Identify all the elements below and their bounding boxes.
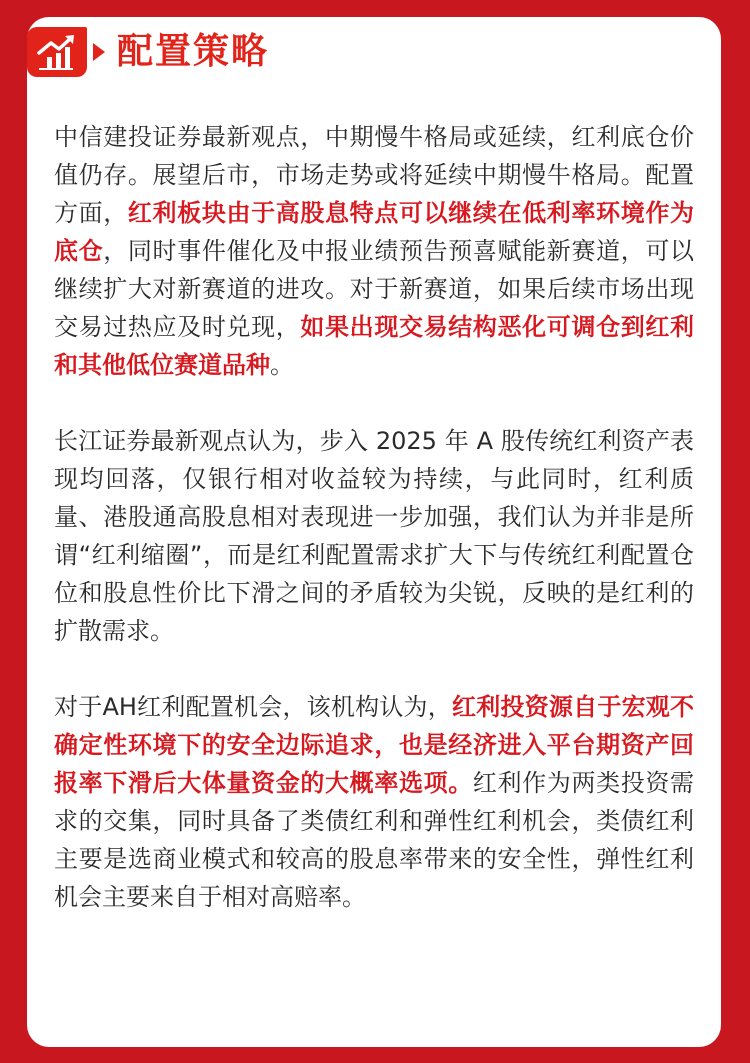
growth-chart-icon — [35, 33, 79, 71]
title-badge — [27, 27, 87, 77]
paragraph-text: 。 — [270, 351, 294, 379]
highlighted-text: 红利投资源自于宏观不确定性环境下的安全边际追求，也是经济进入平台期资产回报率下滑后大体量资金的大概率选项。 — [54, 693, 695, 797]
paragraph-text: 对于AH红利配置机会，该机构认为， — [54, 693, 453, 721]
paragraph-text: 长江证券最新观点认为，步入 2025 年 A 股传统红利资产表现均回落，仅银行相对收益较为持续，与此同时，红利质量、港股通高股息相对表现进一步加强，我们认为并非是所谓“红利缩圈”，而是红利配置需求扩大下与传统红利配置仓位和股息性价比下滑之间的矛盾较为尖锐，反映的是红利的扩散需求。 — [54, 427, 694, 645]
highlighted-text: 如果出现交易结构恶化可调仓到红利和其他低位赛道品种 — [54, 313, 695, 379]
page-title: 配置策略 — [117, 31, 270, 72]
paragraph — [54, 688, 694, 916]
paragraph — [54, 118, 694, 384]
paragraph-text: 红利作为两类投资需求的交集，同时具备了类债红利和弹性红利机会，类债红利主要是选商业模式和较高的股息率带来的安全性，弹性红利机会主要来自于相对高赔率。 — [54, 769, 695, 911]
section-header — [27, 23, 269, 81]
paragraph-text: ，同时事件催化及中报业绩预告预喜赋能新赛道，可以继续扩大对新赛道的进攻。对于新赛道，如果后续市场出现交易过热应及时兑现， — [54, 237, 694, 341]
paragraph — [54, 422, 694, 650]
article-body — [54, 118, 694, 916]
badge-pointer — [93, 43, 105, 61]
paragraph-text: 中信建投证券最新观点，中期慢牛格局或延续，红利底仓价值仍存。展望后市，市场走势或将延续中期慢牛格局。配置方面， — [54, 123, 694, 227]
highlighted-text: 红利板块由于高股息特点可以继续在低利率环境作为底仓 — [54, 199, 695, 265]
